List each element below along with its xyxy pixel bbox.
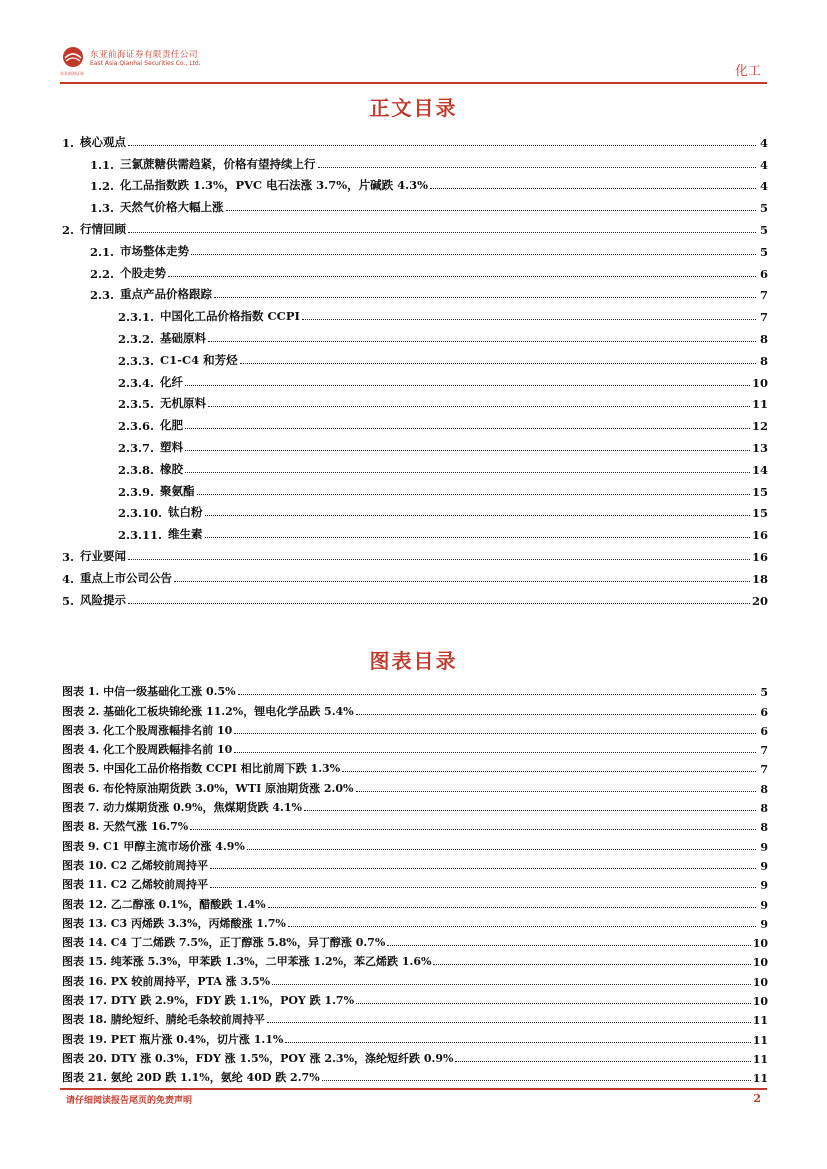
toc-entry-title: 天然气价格大幅上涨: [120, 200, 224, 215]
toc-leader-dots: [318, 167, 756, 168]
toc-leader-dots: [214, 297, 756, 298]
figure-entry-title: 图表 8. 天然气涨 16.7%: [62, 820, 189, 834]
toc-entry-number: 2.3.11.: [118, 528, 163, 543]
figure-entry-title: 图表 6. 布伦特原油期货跌 3.0%，WTI 原油期货涨 2.0%: [62, 781, 354, 795]
toc-entry-title: 无机原料: [160, 396, 207, 411]
toc-entry-number: 2.: [62, 222, 75, 237]
figure-entry[interactable]: [62, 776, 768, 795]
figure-leader-dots: [285, 1042, 750, 1043]
toc-list: [62, 128, 768, 608]
figure-entry[interactable]: [62, 815, 768, 834]
toc-leader-dots: [191, 254, 756, 255]
toc-entry-page: 4: [759, 157, 768, 172]
toc-entry-page: 5: [759, 201, 768, 216]
toc-entry-page: 4: [759, 179, 768, 194]
figure-entry-page: 11: [752, 1052, 768, 1066]
toc-leader-dots: [240, 363, 756, 364]
toc-entry[interactable]: [62, 433, 768, 455]
figure-entry-page: 9: [760, 898, 768, 912]
toc-entry-page: 20: [751, 593, 768, 608]
toc-leader-dots: [205, 515, 750, 516]
toc-entry-page: 7: [759, 310, 768, 325]
toc-leader-dots: [128, 559, 750, 560]
toc-entry-number: 2.3.10.: [118, 506, 163, 521]
toc-entry-title: 维生素: [168, 527, 203, 542]
toc-entry-title: C1-C4 和芳烃: [160, 352, 238, 367]
toc-leader-dots: [128, 232, 756, 233]
toc-entry[interactable]: [62, 346, 768, 368]
toc-leader-dots: [168, 276, 756, 277]
figure-entry-title: 图表 17. DTY 跌 2.9%，FDY 跌 1.1%，POY 跌 1.7%: [62, 994, 355, 1008]
toc-entry[interactable]: [62, 150, 768, 172]
sector-label: 化工: [734, 64, 761, 79]
toc-entry-page: 14: [751, 462, 768, 477]
toc-entry[interactable]: [62, 586, 768, 608]
footer-divider: [60, 1088, 767, 1090]
toc-entry-page: 15: [751, 506, 768, 521]
toc-entry-number: 2.2.: [90, 266, 115, 281]
figure-entry-title: 图表 9. C1 甲醇主流市场价涨 4.9%: [62, 839, 245, 853]
toc-entry-title: 化肥: [160, 418, 184, 433]
figure-leader-dots: [272, 984, 751, 985]
figure-entry-title: 图表 11. C2 乙烯较前周持平: [62, 878, 209, 892]
toc-entry-number: 1.3.: [90, 201, 115, 216]
toc-entry-page: 18: [751, 571, 768, 586]
toc-entry[interactable]: [62, 259, 768, 281]
toc-entry-title: 核心观点: [80, 134, 127, 149]
figure-entry-page: 8: [760, 821, 768, 835]
company-logo-icon: [60, 46, 86, 70]
toc-entry-number: 3.: [62, 549, 75, 564]
figure-leader-dots: [322, 1080, 751, 1081]
company-name-cn: 东亚前海证券有限责任公司: [90, 50, 199, 60]
figure-entry-title: 图表 20. DTY 涨 0.3%，FDY 涨 1.5%，POY 涨 2.3%，涤纶短纤跌 0.9%: [62, 1051, 454, 1065]
toc-entry-page: 8: [759, 331, 768, 346]
toc-leader-dots: [430, 188, 756, 189]
figure-entry-title: 图表 14. C4 丁二烯跌 7.5%，正丁醇涨 5.8%，异丁醇涨 0.7%: [62, 936, 386, 950]
figure-entry-title: 图表 15. 纯苯涨 5.3%，甲苯跌 1.3%，二甲苯涨 1.2%，苯乙烯跌 1.6%: [62, 955, 432, 969]
company-logo-subtext: 东亚前海证券: [60, 71, 84, 76]
toc-leader-dots: [302, 319, 756, 320]
figure-entry-page: 6: [760, 724, 768, 738]
toc-leader-dots: [208, 341, 756, 342]
figure-entry-page: 11: [752, 1072, 768, 1086]
toc-entry-title: 橡胶: [160, 461, 184, 476]
figure-list-title: 图表目录: [369, 649, 458, 673]
toc-entry[interactable]: [62, 411, 768, 433]
figure-leader-dots: [356, 714, 756, 715]
figure-leader-dots: [238, 694, 756, 695]
toc-entry[interactable]: [62, 542, 768, 564]
figure-entry-title: 图表 1. 中信一级基础化工涨 0.5%: [62, 685, 236, 699]
figure-entry-page: 11: [752, 1014, 768, 1028]
figure-entry-page: 8: [760, 802, 768, 816]
page-header: [60, 46, 767, 82]
figure-entry[interactable]: [62, 680, 768, 699]
toc-entry-number: 5.: [62, 593, 75, 608]
toc-entry[interactable]: [62, 564, 768, 586]
figure-entry-page: 9: [760, 879, 768, 893]
figure-entry-title: 图表 18. 腈纶短纤、腈纶毛条较前周持平: [62, 1013, 265, 1027]
figure-entry[interactable]: [62, 969, 768, 988]
toc-entry[interactable]: [62, 390, 768, 412]
figure-entry[interactable]: [62, 834, 768, 853]
figure-leader-dots: [455, 1061, 750, 1062]
figure-entry-page: 7: [760, 763, 768, 777]
toc-entry[interactable]: [62, 237, 768, 259]
toc-entry-number: 2.3.3.: [118, 353, 155, 368]
toc-entry-page: 13: [751, 440, 768, 455]
figure-entry-title: 图表 5. 中国化工品价格指数 CCPI 相比前周下跌 1.3%: [62, 762, 341, 776]
figure-entry-page: 6: [760, 705, 768, 719]
figure-entry-page: 9: [760, 859, 768, 873]
toc-entry-title: 基础原料: [160, 330, 207, 345]
footer-disclaimer: 请仔细阅读报告尾页的免责声明: [66, 1096, 193, 1106]
figure-entry-page: 11: [752, 1033, 768, 1047]
toc-entry[interactable]: [62, 455, 768, 477]
toc-entry-title: 重点产品价格跟踪: [120, 287, 213, 302]
toc-title: 正文目录: [369, 96, 458, 120]
toc-leader-dots: [185, 385, 750, 386]
figure-entry[interactable]: [62, 796, 768, 815]
toc-entry-number: 2.3.8.: [118, 462, 155, 477]
toc-entry-number: 2.3.9.: [118, 484, 155, 499]
toc-entry-title: 中国化工品价格指数 CCPI: [160, 309, 300, 324]
figure-entry[interactable]: [62, 757, 768, 776]
figure-entry-page: 8: [760, 782, 768, 796]
toc-entry-page: 6: [759, 266, 768, 281]
toc-entry-title: 化工品指数跌 1.3%，PVC 电石法涨 3.7%，片碱跌 4.3%: [120, 178, 429, 193]
figure-entry[interactable]: [62, 1047, 768, 1066]
figure-entry-page: 7: [760, 744, 768, 758]
figure-entry-title: 图表 21. 氨纶 20D 跌 1.1%，氨纶 40D 跌 2.7%: [62, 1071, 320, 1085]
figure-leader-dots: [234, 752, 756, 753]
toc-entry-title: 行业要闻: [80, 548, 127, 563]
toc-leader-dots: [197, 494, 750, 495]
figure-leader-dots: [433, 964, 750, 965]
figure-entry-page: 10: [752, 995, 768, 1009]
toc-entry-page: 12: [751, 419, 768, 434]
figure-leader-dots: [267, 1022, 751, 1023]
toc-entry-title: 重点上市公司公告: [80, 570, 173, 585]
toc-entry-page: 8: [759, 353, 768, 368]
figure-leader-dots: [356, 1003, 751, 1004]
figure-leader-dots: [268, 907, 756, 908]
figure-entry-page: 10: [752, 937, 768, 951]
figure-entry-page: 9: [760, 917, 768, 931]
figure-entry[interactable]: [62, 950, 768, 969]
figure-leader-dots: [288, 926, 756, 927]
toc-entry-number: 2.3.2.: [118, 331, 155, 346]
toc-entry[interactable]: [62, 499, 768, 521]
toc-entry-title: 风险提示: [80, 592, 127, 607]
toc-entry[interactable]: [62, 193, 768, 215]
page-number: 2: [753, 1092, 761, 1105]
figure-entry-page: 10: [752, 975, 768, 989]
figure-leader-dots: [234, 733, 756, 734]
toc-entry-page: 11: [751, 397, 768, 412]
toc-entry-page: 10: [751, 375, 768, 390]
figure-entry[interactable]: [62, 719, 768, 738]
toc-entry-title: 三氯蔗糖供需趋紧，价格有望持续上行: [120, 156, 316, 171]
figure-entry-title: 图表 16. PX 较前周持平，PTA 涨 3.5%: [62, 974, 271, 988]
figure-list: [62, 680, 768, 1085]
toc-entry[interactable]: [62, 477, 768, 499]
toc-leader-dots: [226, 210, 756, 211]
toc-entry-number: 2.1.: [90, 244, 115, 259]
toc-entry-page: 5: [759, 244, 768, 259]
figure-leader-dots: [304, 810, 756, 811]
figure-entry-title: 图表 12. 乙二醇涨 0.1%，醋酸跌 1.4%: [62, 897, 266, 911]
figure-entry-title: 图表 10. C2 乙烯较前周持平: [62, 858, 209, 872]
figure-entry[interactable]: [62, 854, 768, 873]
toc-entry-page: 16: [751, 549, 768, 564]
figure-entry-title: 图表 3. 化工个股周涨幅排名前 10: [62, 723, 233, 737]
toc-leader-dots: [185, 428, 750, 429]
company-name-en: East Asia Qianhai Securities Co., Ltd.: [90, 60, 201, 67]
toc-entry-number: 2.3.4.: [118, 375, 155, 390]
toc-leader-dots: [185, 450, 750, 451]
toc-entry-number: 1.1.: [90, 157, 115, 172]
header-divider: [60, 82, 767, 84]
figure-leader-dots: [247, 849, 756, 850]
figure-entry[interactable]: [62, 931, 768, 950]
toc-entry-title: 聚氨酯: [160, 483, 195, 498]
toc-leader-dots: [205, 537, 750, 538]
toc-entry-page: 5: [759, 222, 768, 237]
toc-entry-title: 行情回顾: [80, 221, 127, 236]
toc-leader-dots: [128, 145, 756, 146]
figure-entry-title: 图表 7. 动力煤期货涨 0.9%，焦煤期货跌 4.1%: [62, 801, 302, 815]
figure-entry[interactable]: [62, 892, 768, 911]
toc-entry-title: 塑料: [160, 439, 184, 454]
figure-entry-page: 10: [752, 956, 768, 970]
figure-entry-title: 图表 4. 化工个股周跌幅排名前 10: [62, 743, 233, 757]
toc-entry-page: 4: [759, 135, 768, 150]
toc-entry-title: 化纤: [160, 374, 184, 389]
toc-entry-number: 2.3.6.: [118, 419, 155, 434]
toc-entry-number: 2.3.5.: [118, 397, 155, 412]
toc-leader-dots: [208, 406, 750, 407]
toc-entry[interactable]: [62, 215, 768, 237]
figure-entry[interactable]: [62, 738, 768, 757]
toc-entry-number: 1.: [62, 135, 75, 150]
toc-entry-number: 2.3.7.: [118, 440, 155, 455]
toc-entry[interactable]: [62, 368, 768, 390]
toc-entry-title: 钛白粉: [168, 505, 203, 520]
toc-entry-title: 个股走势: [120, 265, 167, 280]
figure-leader-dots: [190, 829, 756, 830]
toc-entry-number: 2.3.1.: [118, 310, 155, 325]
toc-leader-dots: [185, 472, 750, 473]
figure-leader-dots: [387, 945, 750, 946]
figure-entry-page: 9: [760, 840, 768, 854]
figure-leader-dots: [210, 868, 756, 869]
toc-entry[interactable]: [62, 520, 768, 542]
figure-entry[interactable]: [62, 873, 768, 892]
figure-entry[interactable]: [62, 912, 768, 931]
figure-entry[interactable]: [62, 699, 768, 718]
figure-entry[interactable]: [62, 1066, 768, 1085]
figure-entry[interactable]: [62, 989, 768, 1008]
figure-entry[interactable]: [62, 1027, 768, 1046]
toc-entry-title: 市场整体走势: [120, 243, 190, 258]
figure-leader-dots: [356, 791, 757, 792]
toc-entry[interactable]: [62, 324, 768, 346]
toc-entry-number: 4.: [62, 571, 75, 586]
toc-entry-number: 2.3.: [90, 288, 115, 303]
toc-entry[interactable]: [62, 302, 768, 324]
toc-entry[interactable]: [62, 128, 768, 150]
figure-entry[interactable]: [62, 1008, 768, 1027]
toc-leader-dots: [174, 581, 750, 582]
figure-entry-title: 图表 13. C3 丙烯跌 3.3%，丙烯酸涨 1.7%: [62, 916, 286, 930]
figure-entry-page: 5: [760, 686, 768, 700]
toc-entry-page: 16: [751, 528, 768, 543]
figure-entry-title: 图表 19. PET 瓶片涨 0.4%，切片涨 1.1%: [62, 1032, 284, 1046]
figure-leader-dots: [342, 771, 756, 772]
figure-leader-dots: [210, 887, 756, 888]
toc-entry-page: 15: [751, 484, 768, 499]
toc-entry-number: 1.2.: [90, 179, 115, 194]
toc-leader-dots: [128, 603, 750, 604]
toc-entry[interactable]: [62, 281, 768, 303]
toc-entry-page: 7: [759, 288, 768, 303]
figure-entry-title: 图表 2. 基础化工板块锦纶涨 11.2%，锂电化学品跌 5.4%: [62, 704, 354, 718]
toc-entry[interactable]: [62, 172, 768, 194]
